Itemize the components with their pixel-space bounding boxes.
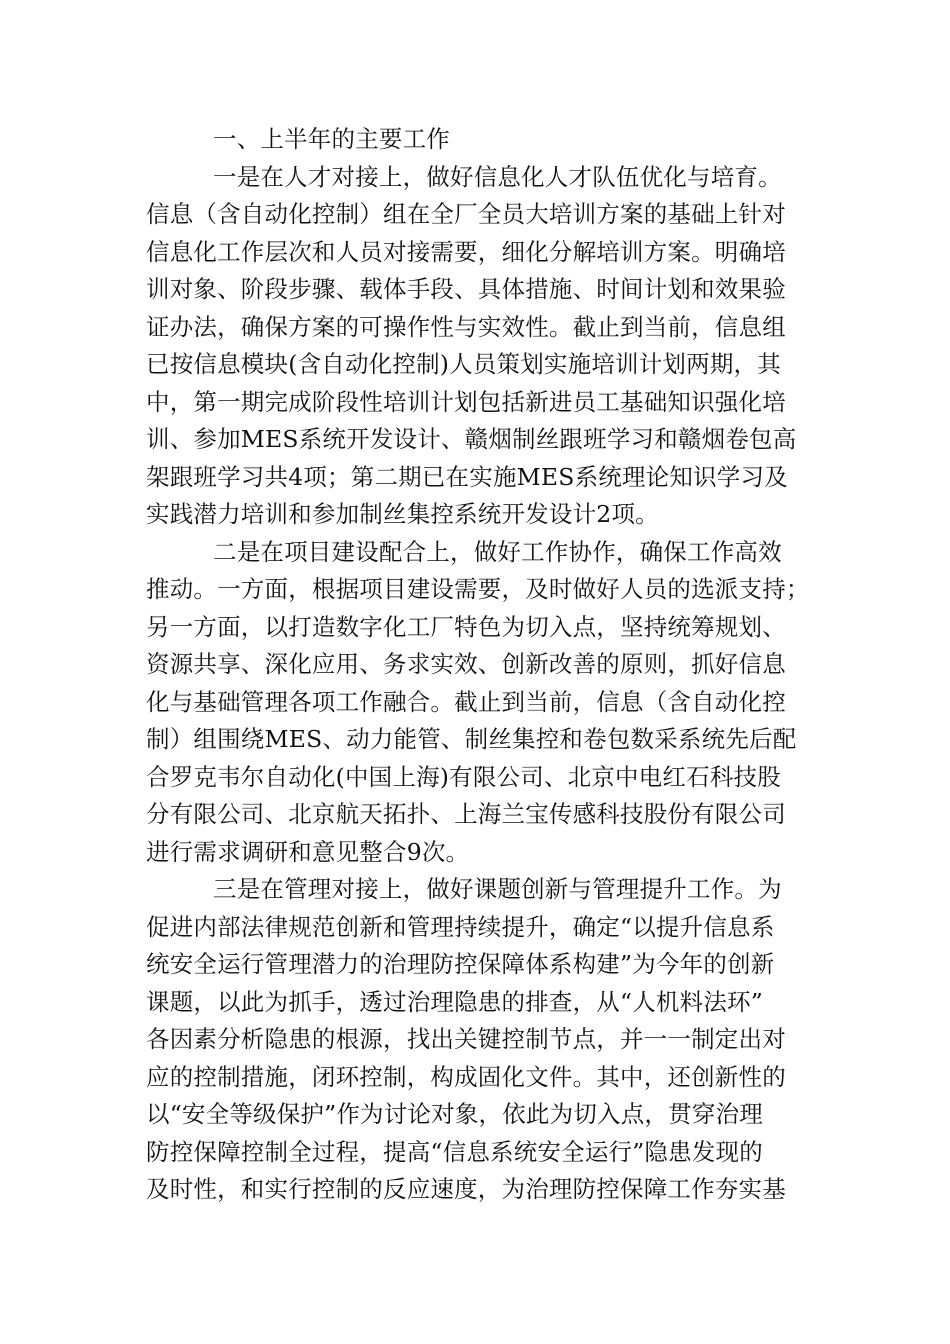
paragraph-line: 化与基础管理各项工作融合。截止到当前，信息（含自动化控: [146, 687, 786, 716]
paragraph-line: 推动。一方面，根据项目建设需要，及时做好人员的选派支持；: [146, 575, 810, 603]
paragraph-line: 已按信息模块(含自动化控制)人员策划实施培训计划两期，其: [146, 350, 781, 378]
paragraph-line: 另一方面，以打造数字化工厂特色为切入点，坚持统筹规划、: [146, 612, 786, 641]
section-heading: 一、上半年的主要工作: [213, 125, 450, 153]
paragraph-line: 课题，以此为抓手，透过治理隐患的排查，从“人机料法环”: [146, 987, 763, 1016]
paragraph-line: 三是在管理对接上，做好课题创新与管理提升工作。为: [213, 875, 782, 903]
paragraph-3: [146, 871, 806, 1209]
paragraph-line: 信息（含自动化控制）组在全厂全员大培训方案的基础上针对: [146, 200, 786, 228]
paragraph-line: 及时性，和实行控制的反应速度，为治理防控保障工作夯实基: [146, 1175, 786, 1203]
paragraph-line: 证办法，确保方案的可操作性与实效性。截止到当前，信息组: [146, 312, 786, 341]
paragraph-line: 二是在项目建设配合上，做好工作协作，确保工作高效: [213, 537, 782, 566]
paragraph-line: 统安全运行管理潜力的治理防控保障体系构建”为今年的创新: [146, 950, 775, 978]
paragraph-line: 制）组围绕MES、动力能管、制丝集控和卷包数采系统先后配: [146, 725, 797, 753]
paragraph-line: 各因素分析隐患的根源，找出关键控制节点，并一一制定出对: [146, 1025, 786, 1053]
paragraph-line: 中，第一期完成阶段性培训计划包括新进员工基础知识强化培: [146, 387, 786, 416]
paragraph-line: 实践潜力培训和参加制丝集控系统开发设计2项。: [146, 500, 659, 528]
paragraph-line: 以“安全等级保护”作为讨论对象，依此为切入点，贯穿治理: [146, 1100, 763, 1128]
paragraph-line: 进行需求调研和意见整合9次。: [146, 837, 470, 866]
paragraph-line: 促进内部法律规范创新和管理持续提升，确定“以提升信息系: [146, 912, 775, 941]
paragraph-line: 防控保障控制全过程，提高“信息系统安全运行”隐患发现的: [146, 1137, 763, 1166]
paragraph-2: [146, 534, 810, 872]
paragraph-line: 训对象、阶段步骤、载体手段、具体措施、时间计划和效果验: [146, 275, 786, 303]
paragraph-line: 训、参加MES系统开发设计、赣烟制丝跟班学习和赣烟卷包高: [146, 425, 797, 453]
paragraph-line: 合罗克韦尔自动化(中国上海)有限公司、北京中电红石科技股: [146, 762, 781, 791]
paragraph-1: [146, 159, 806, 534]
paragraph-line: 分有限公司、北京航天拓扑、上海兰宝传感科技股份有限公司: [146, 800, 786, 828]
paragraph-line: 一是在人才对接上，做好信息化人才队伍优化与培育。: [213, 162, 782, 191]
paragraph-line: 架跟班学习共4项；第二期已在实施MES系统理论知识学习及: [146, 462, 788, 491]
paragraph-line: 应的控制措施，闭环控制，构成固化文件。其中，还创新性的: [146, 1062, 786, 1091]
paragraph-line: 信息化工作层次和人员对接需要，细化分解培训方案。明确培: [146, 237, 786, 266]
document-page: [146, 121, 810, 1209]
paragraph-line: 资源共享、深化应用、务求实效、创新改善的原则，抓好信息: [146, 650, 786, 678]
